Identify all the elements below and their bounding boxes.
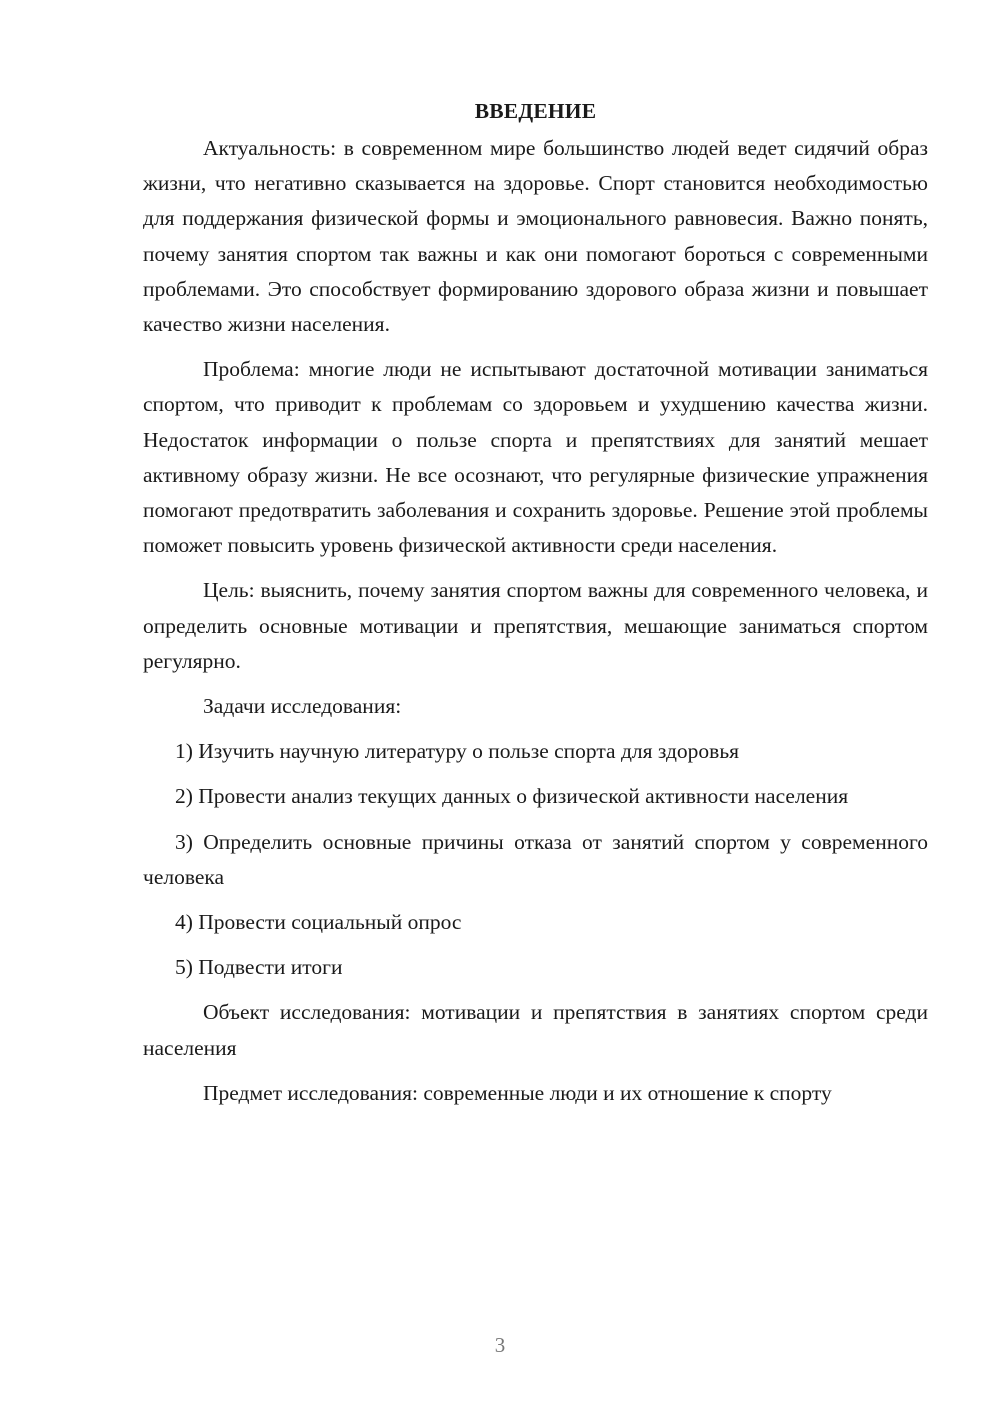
task-item: 5) Подвести итоги — [175, 955, 343, 980]
page-number: 3 — [494, 1333, 506, 1357]
page-content — [143, 96, 928, 1121]
task-item: 4) Провести социальный опрос — [175, 910, 462, 935]
tasks-heading: Задачи исследования: — [203, 694, 402, 719]
research-subject-paragraph: Предмет исследования: современные люди и их отношение к спорту — [203, 1080, 832, 1105]
research-object-paragraph: Объект исследования: мотивации и препятствия в занятиях спортом среди населения — [143, 1000, 928, 1060]
problem-paragraph: Проблема: многие люди не испытывают достаточной мотивации заниматься спортом, что приводит к проблемам со здоровьем и ухудшению качества жизни. Недостаток информации о пользе спорта и препятствиях для занятий мешает активному образу жизни. Не все осознают, что регулярные физические упражнения помогают предотвратить заболевания и сохранить здоровье. Решение этой проблемы поможет повысить уровень физической активности среди населения. — [143, 357, 928, 558]
task-item: 1) Изучить научную литературу о пользе спорта для здоровья — [175, 739, 740, 764]
section-heading: ВВЕДЕНИЕ — [474, 99, 597, 123]
task-item: 3) Определить основные причины отказа от занятий спортом у современного человека — [143, 829, 928, 889]
goal-paragraph: Цель: выяснить, почему занятия спортом важны для современного человека, и определить основные мотивации и препятствия, мешающие заниматься спортом регулярно. — [143, 578, 928, 673]
task-item: 2) Провести анализ текущих данных о физической активности населения — [175, 784, 849, 809]
relevance-paragraph: Актуальность: в современном мире большинство людей ведет сидячий образ жизни, что негативно сказывается на здоровье. Спорт становится необходимостью для поддержания физической формы и эмоционального равновесия. Важно понять, почему занятия спортом так важны и как они помогают бороться с современными проблемами. Это способствует формированию здорового образа жизни и повышает качество жизни населения. — [143, 136, 928, 337]
